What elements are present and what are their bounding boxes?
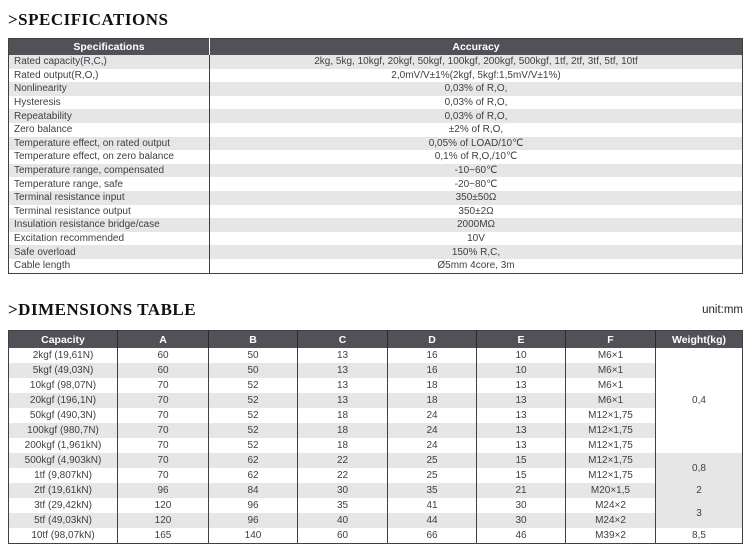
spec-label: Hysteresis <box>14 97 61 109</box>
dim-a: 60 <box>118 348 209 363</box>
table-row <box>9 191 743 205</box>
table-row <box>9 393 743 408</box>
dim-capacity: 1tf (9,807kN) <box>34 470 92 481</box>
table-row <box>9 348 743 363</box>
dim-col-header-5: E <box>477 331 566 349</box>
table-row <box>9 513 743 528</box>
spec-label: Repeatability <box>9 109 210 123</box>
spec-value: -10~60℃ <box>210 164 743 178</box>
dim-a: 96 <box>118 483 209 498</box>
spec-value: -20~80℃ <box>210 177 743 191</box>
dim-a: 70 <box>118 378 209 393</box>
dim-capacity: 100kgf (980,7N) <box>9 423 118 438</box>
dim-weight: 2 <box>656 483 743 498</box>
dim-c: 13 <box>298 378 388 393</box>
spec-value: 2,0mV/V±1%(2kgf, 5kgf:1,5mV/V±1%) <box>210 69 743 83</box>
dim-weight: 0,8 <box>656 453 743 483</box>
dim-a: 70 <box>118 438 209 453</box>
dim-d: 18 <box>388 378 477 393</box>
dim-d: 24 <box>388 438 477 453</box>
dim-col-header-0: Capacity <box>9 331 118 349</box>
dim-d: 41 <box>388 498 477 513</box>
dim-col-header-2: B <box>209 331 298 349</box>
table-row <box>9 69 743 83</box>
dim-c: 22 <box>298 468 388 483</box>
dim-f: M24×2 <box>566 498 656 513</box>
table-row <box>9 453 743 468</box>
dim-d: 25 <box>388 453 477 468</box>
spec-col-header-0: Specifications <box>9 39 210 56</box>
dim-capacity: 2kgf (19,61N) <box>32 350 94 361</box>
spec-label: Cable length <box>14 260 71 272</box>
spec-value: 0,05% of LOAD/10℃ <box>210 137 743 151</box>
table-row <box>9 438 743 453</box>
dim-d: 16 <box>388 348 477 363</box>
specifications-table <box>8 38 743 274</box>
dim-f: M6×1 <box>566 348 656 363</box>
dim-capacity: 50kgf (490,3N) <box>29 410 97 421</box>
dim-d: 16 <box>388 363 477 378</box>
dim-weight: 8,5 <box>656 528 743 544</box>
dim-c: 30 <box>298 483 388 498</box>
spec-label: Insulation resistance bridge/case <box>9 218 210 232</box>
table-row <box>9 123 743 137</box>
dimensions-header-row <box>9 331 743 349</box>
spec-value: 0,03% of R,O, <box>210 82 743 96</box>
dim-e: 10 <box>477 348 566 363</box>
table-row <box>9 205 743 219</box>
dim-weight: 0,4 <box>656 348 743 453</box>
dimensions-table <box>8 330 743 544</box>
dim-b: 84 <box>209 483 298 498</box>
dim-f: M12×1,75 <box>566 438 656 453</box>
dim-b: 52 <box>209 438 298 453</box>
dim-a: 120 <box>118 513 209 528</box>
table-row <box>9 96 743 110</box>
spec-label: Rated output(R,O,) <box>14 69 99 81</box>
table-row <box>9 137 743 151</box>
dim-e: 13 <box>477 393 566 408</box>
dim-e: 15 <box>477 468 566 483</box>
spec-value: 10V <box>210 232 743 246</box>
dim-capacity: 10tf (98,07kN) <box>31 530 95 541</box>
dim-f: M24×2 <box>566 513 656 528</box>
dim-f: M6×1 <box>566 378 656 393</box>
dim-c: 18 <box>298 423 388 438</box>
spec-label: Terminal resistance input <box>9 191 210 205</box>
dim-a: 60 <box>118 363 209 378</box>
dim-d: 35 <box>388 483 477 498</box>
dim-c: 35 <box>298 498 388 513</box>
spec-col-header-1: Accuracy <box>210 39 743 56</box>
table-row <box>9 259 743 273</box>
dim-e: 30 <box>477 513 566 528</box>
dim-e: 13 <box>477 438 566 453</box>
unit-label: unit:mm <box>702 304 743 316</box>
dim-c: 60 <box>298 528 388 544</box>
dim-b: 62 <box>209 468 298 483</box>
spec-label: Temperature range, safe <box>14 178 123 190</box>
dim-b: 62 <box>209 453 298 468</box>
dim-a: 70 <box>118 408 209 423</box>
dimensions-title: >DIMENSIONS TABLE <box>8 300 197 319</box>
dim-e: 30 <box>477 498 566 513</box>
dim-b: 52 <box>209 408 298 423</box>
spec-label: Temperature effect, on zero balance <box>14 151 174 163</box>
dim-capacity: 3tf (29,42kN) <box>34 500 92 511</box>
dim-col-header-6: F <box>566 331 656 349</box>
dim-a: 70 <box>118 423 209 438</box>
spec-label: Rated capacity(R,C,) <box>9 55 210 69</box>
table-row <box>9 109 743 123</box>
dim-d: 18 <box>388 393 477 408</box>
table-row <box>9 468 743 483</box>
dim-capacity: 5kgf (49,03N) <box>9 363 118 378</box>
dim-f: M12×1,75 <box>566 408 656 423</box>
spec-value: 0,03% of R,O, <box>210 109 743 123</box>
spec-label: Zero balance <box>14 124 73 136</box>
table-row <box>9 378 743 393</box>
dim-d: 25 <box>388 468 477 483</box>
dim-b: 50 <box>209 363 298 378</box>
dim-d: 24 <box>388 423 477 438</box>
spec-value: 0,03% of R,O, <box>210 96 743 110</box>
dim-e: 13 <box>477 408 566 423</box>
spec-value: 2000MΩ <box>210 218 743 232</box>
dim-a: 70 <box>118 468 209 483</box>
specifications-header-row <box>9 39 743 56</box>
dim-b: 96 <box>209 513 298 528</box>
table-row <box>9 55 743 69</box>
table-row <box>9 218 743 232</box>
dim-a: 70 <box>118 453 209 468</box>
table-row <box>9 245 743 259</box>
dim-c: 13 <box>298 393 388 408</box>
dim-f: M20×1,5 <box>566 483 656 498</box>
dim-weight: 3 <box>656 498 743 528</box>
dim-b: 96 <box>209 498 298 513</box>
dim-c: 13 <box>298 348 388 363</box>
dim-col-header-7: Weight(kg) <box>656 331 743 349</box>
dim-col-header-4: D <box>388 331 477 349</box>
dim-e: 15 <box>477 453 566 468</box>
spec-value: 2kg, 5kg, 10kgf, 20kgf, 50kgf, 100kgf, 200kgf, 500kgf, 1tf, 2tf, 3tf, 5tf, 10tf <box>210 55 743 69</box>
dim-e: 46 <box>477 528 566 544</box>
dim-col-header-3: C <box>298 331 388 349</box>
dim-f: M12×1,75 <box>566 468 656 483</box>
table-row <box>9 498 743 513</box>
table-row <box>9 363 743 378</box>
dim-b: 140 <box>209 528 298 544</box>
table-row <box>9 164 743 178</box>
dim-c: 22 <box>298 453 388 468</box>
dim-d: 44 <box>388 513 477 528</box>
spec-value: 0,1% of R,O,/10℃ <box>210 150 743 164</box>
dim-b: 50 <box>209 348 298 363</box>
dim-a: 165 <box>118 528 209 544</box>
table-row <box>9 408 743 423</box>
dim-d: 66 <box>388 528 477 544</box>
dim-capacity: 500kgf (4,903kN) <box>9 453 118 468</box>
spec-label: Temperature range, compensated <box>9 164 210 178</box>
spec-value: ±2% of R,O, <box>210 123 743 137</box>
spec-label: Temperature effect, on rated output <box>9 137 210 151</box>
dim-b: 52 <box>209 393 298 408</box>
dim-e: 13 <box>477 378 566 393</box>
dim-a: 70 <box>118 393 209 408</box>
table-row <box>9 423 743 438</box>
dim-capacity: 2tf (19,61kN) <box>9 483 118 498</box>
dim-capacity: 20kgf (196,1N) <box>9 393 118 408</box>
specifications-title: >SPECIFICATIONS <box>8 10 169 29</box>
dim-a: 120 <box>118 498 209 513</box>
spec-label: Nonlinearity <box>9 82 210 96</box>
spec-label: Terminal resistance output <box>14 205 131 217</box>
table-row <box>9 483 743 498</box>
table-row <box>9 232 743 246</box>
spec-label: Excitation recommended <box>14 233 125 245</box>
dim-e: 10 <box>477 363 566 378</box>
spec-value: 150% R,C, <box>210 245 743 259</box>
dim-f: M39×2 <box>566 528 656 544</box>
dim-c: 40 <box>298 513 388 528</box>
spec-label: Safe overload <box>9 245 210 259</box>
dim-c: 18 <box>298 438 388 453</box>
dim-f: M12×1,75 <box>566 453 656 468</box>
dim-b: 52 <box>209 423 298 438</box>
dim-capacity: 5tf (49,03kN) <box>9 513 118 528</box>
dim-capacity: 10kgf (98,07N) <box>29 380 97 391</box>
dim-e: 13 <box>477 423 566 438</box>
dim-c: 18 <box>298 408 388 423</box>
spec-value: Ø5mm 4core, 3m <box>210 259 743 273</box>
table-row <box>9 528 743 544</box>
dim-d: 24 <box>388 408 477 423</box>
table-row <box>9 82 743 96</box>
dim-c: 13 <box>298 363 388 378</box>
dim-f: M6×1 <box>566 363 656 378</box>
dim-col-header-1: A <box>118 331 209 349</box>
dim-b: 52 <box>209 378 298 393</box>
spec-value: 350±2Ω <box>210 205 743 219</box>
dim-f: M6×1 <box>566 393 656 408</box>
table-row <box>9 177 743 191</box>
spec-value: 350±50Ω <box>210 191 743 205</box>
dimensions-title-row <box>8 300 743 320</box>
dim-f: M12×1,75 <box>566 423 656 438</box>
dim-e: 21 <box>477 483 566 498</box>
table-row <box>9 150 743 164</box>
dim-capacity: 200kgf (1,961kN) <box>24 440 102 451</box>
